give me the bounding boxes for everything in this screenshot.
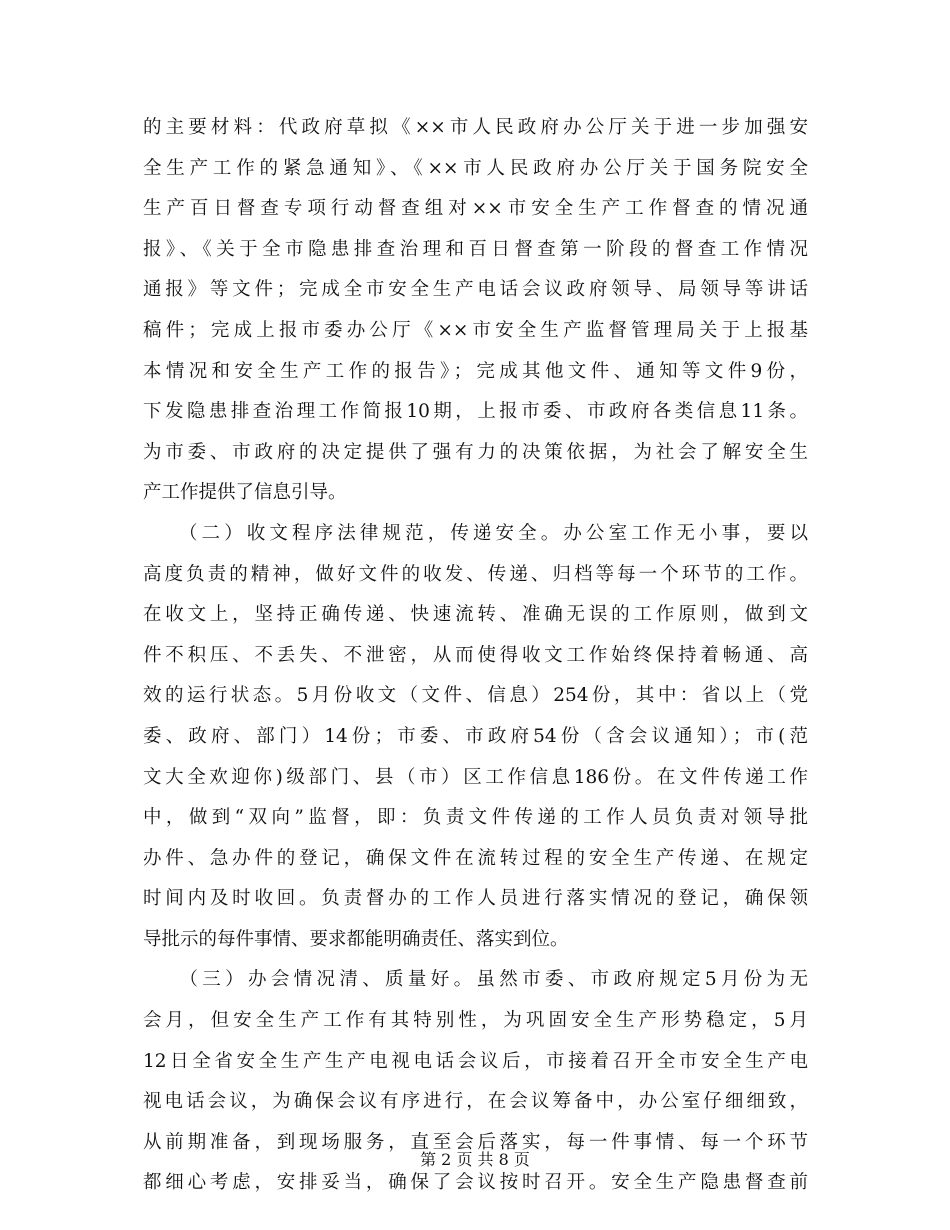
text-line: 在收文上，坚持正确传递、快速流转、准确无误的工作原则，做到文 xyxy=(143,604,808,626)
text-line: 的主要材料：代政府草拟《××市人民政府办公厅关于进一步加强安 xyxy=(143,117,808,138)
text-line: 中，做到“双向”监督，即：负责文件传递的工作人员负责对领导批 xyxy=(143,807,808,829)
text-line: 从前期准备，到现场服务，直至会后落实，每一件事情、每一个环节 xyxy=(143,1131,808,1153)
text-line: 会月，但安全生产工作有其特别性，为巩固安全生产形势稳定，5月 xyxy=(143,1010,808,1032)
text-line: 委、政府、部门）14份；市委、市政府54份（含会议通知）；市(范 xyxy=(143,725,808,747)
text-line: 件不积压、不丢失、不泄密，从而使得收文工作始终保持着畅通、高 xyxy=(143,644,808,666)
paragraph-end-line: 导批示的每件事情、要求都能明确责任、落实到位。 xyxy=(143,928,569,950)
paragraph-heading-line: （三）办会情况清、质量好。虽然市委、市政府规定5月份为无 xyxy=(143,969,808,991)
text-line: 报》、《关于全市隐患排查治理和百日督查第一阶段的督查工作情况 xyxy=(143,238,808,260)
text-line: 高度负责的精神，做好文件的收发、传递、归档等每一个环节的工作。 xyxy=(143,563,808,585)
document-body xyxy=(143,108,808,1204)
text-line: 视电话会议，为确保会议有序进行，在会议筹备中，办公室仔细细致， xyxy=(143,1091,808,1113)
text-line: 时间内及时收回。负责督办的工作人员进行落实情况的登记，确保领 xyxy=(143,888,808,910)
page-footer: 第 2 页 共 8 页 xyxy=(420,1150,530,1169)
text-line: 全生产工作的紧急通知》、《××市人民政府办公厅关于国务院安全 xyxy=(143,157,808,179)
text-line: 效的运行状态。5月份收文（文件、信息）254份，其中：省以上（党 xyxy=(143,685,808,707)
text-line: 为市委、市政府的决定提供了强有力的决策依据，为社会了解安全生 xyxy=(143,441,808,463)
text-line: 生产百日督查专项行动督查组对××市安全生产工作督查的情况通 xyxy=(143,198,808,220)
text-line: 通报》等文件；完成全市安全生产电话会议政府领导、局领导等讲话 xyxy=(143,279,808,301)
text-line: 稿件；完成上报市委办公厅《××市安全生产监督管理局关于上报基 xyxy=(143,319,808,341)
text-line: 本情况和安全生产工作的报告》；完成其他文件、通知等文件9份， xyxy=(143,360,808,382)
text-line: 办件、急办件的登记，确保文件在流转过程的安全生产传递、在规定 xyxy=(143,847,808,869)
text-line: 都细心考虑，安排妥当，确保了会议按时召开。安全生产隐患督查前 xyxy=(143,1172,808,1194)
paragraph-heading-line: （二）收文程序法律规范，传递安全。办公室工作无小事，要以 xyxy=(143,522,808,544)
text-line: 文大全欢迎你)级部门、县（市）区工作信息186份。在文件传递工作 xyxy=(143,766,808,788)
paragraph-end-line: 产工作提供了信息引导。 xyxy=(143,482,347,504)
text-line: 12日全省安全生产生产电视电话会议后，市接着召开全市安全生产电 xyxy=(143,1050,808,1072)
text-line: 下发隐患排查治理工作简报10期，上报市委、市政府各类信息11条。 xyxy=(143,401,808,423)
